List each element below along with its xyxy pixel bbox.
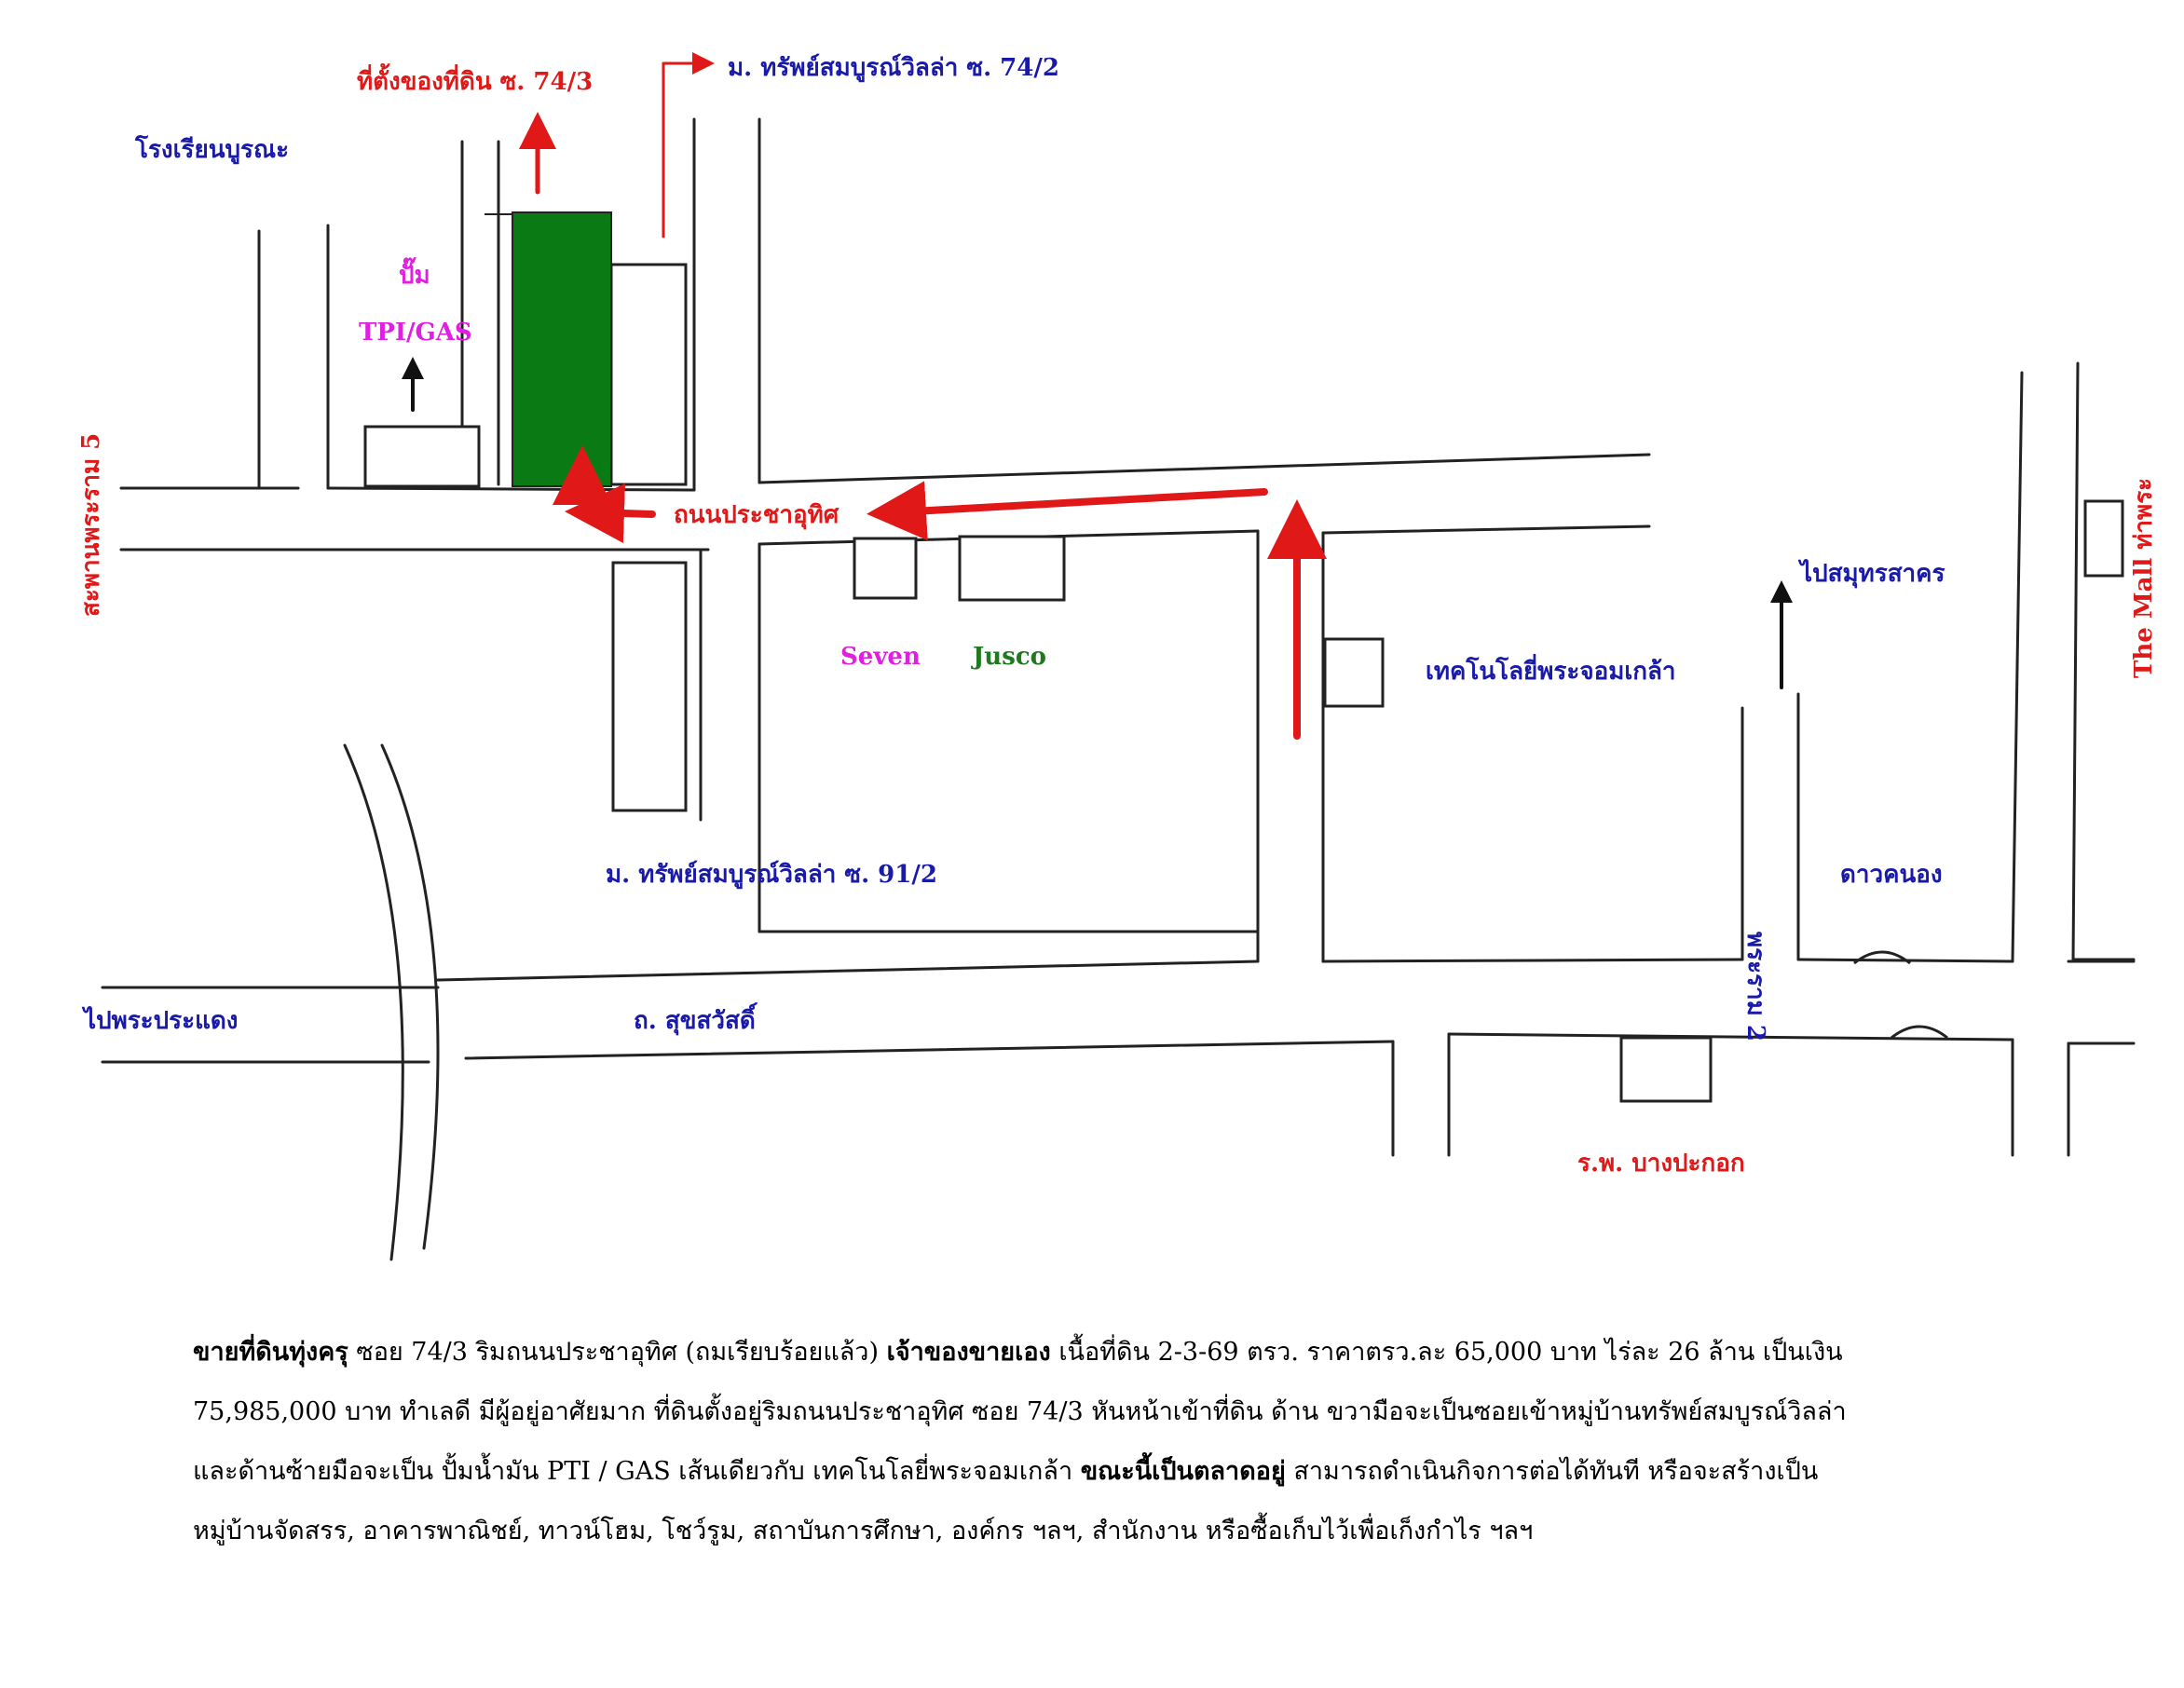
desc-owner-sells: เจ้าของขายเอง	[886, 1338, 1051, 1367]
land-plot	[512, 212, 611, 486]
road-edge	[2073, 363, 2078, 961]
desc-headline: ขายที่ดินทุ่งครุ	[193, 1338, 348, 1367]
desc-line-1	[193, 1323, 2010, 1382]
road-edge	[1449, 1034, 2013, 1040]
pump-building	[365, 427, 479, 486]
dao-khanong-label: ดาวคนอง	[1840, 861, 1943, 889]
road-lines	[102, 119, 2134, 1259]
road-bump	[1891, 1027, 1947, 1038]
pump-label: ปั๊ม	[399, 262, 430, 290]
road-pracha-uthit-label: ถนนประชาอุทิศ	[674, 501, 839, 529]
sale-description	[193, 1323, 2010, 1561]
desc-text: สามารถดำเนินกิจการต่อได้ทันที หรือจะสร้างเป็น	[1285, 1457, 1819, 1486]
kmutt-building	[1325, 639, 1383, 706]
desc-line-3	[193, 1442, 2010, 1502]
bridge-curve	[345, 745, 403, 1259]
seven-label: Seven	[840, 643, 921, 671]
bang-pakok-hospital-label: ร.พ. บางปะกอก	[1577, 1150, 1745, 1178]
village-912-label: ม. ทรัพย์สมบูรณ์วิลล่า ซ. 91/2	[606, 861, 937, 889]
rama2-label: พระราม 2	[1741, 932, 1769, 1041]
village-742-label: ม. ทรัพย์สมบูรณ์วิลล่า ซ. 74/2	[728, 54, 1059, 82]
bridge-curve	[382, 745, 438, 1248]
hospital-building	[1621, 1038, 1711, 1101]
seven-building	[854, 538, 916, 598]
arrow-road-left-2	[594, 512, 652, 514]
jusco-label: Jusco	[973, 643, 1047, 671]
desc-text: และด้านซ้ายมือจะเป็น ปั้มน้ำมัน PTI / GAS เส้นเดียวกับ เทคโนโลยี่พระจอมเกล้า	[193, 1457, 1081, 1486]
desc-text: ซอย 74/3 ริมถนนประชาอุทิศ (ถมเรียบร้อยแล้ว)	[348, 1338, 887, 1367]
kmutt-label: เทคโนโลยี่พระจอมเกล้า	[1426, 658, 1676, 686]
road-edge	[466, 1041, 1393, 1058]
road-edge	[2013, 373, 2022, 961]
road-edge	[1323, 960, 1742, 961]
the-mall-label: The Mall ท่าพระ	[2130, 477, 2158, 678]
road-edge	[438, 961, 1258, 980]
village-912-building	[613, 563, 686, 810]
arrow-road-left	[896, 492, 1264, 512]
road-edge	[759, 455, 1649, 483]
school-label: โรงเรียนบูรณะ	[135, 136, 290, 164]
desc-market-now: ขณะนี้เป็นตลาดอยู่	[1080, 1457, 1286, 1486]
village-742-building	[611, 265, 686, 484]
land-location-label: ที่ตั้งของที่ดิน ซ. 74/3	[357, 68, 594, 96]
desc-line-4: หมู่บ้านจัดสรร, อาคารพาณิชย์, ทาวน์โฮม, โชว์รูม, สถาบันการศึกษา, องค์กร ฯลฯ, สำนักงาน หรือซื้อเก็บไว้เพื่อเก็งกำไร ฯลฯ	[193, 1517, 1534, 1545]
to-samut-sakhon-label: ไปสมุทรสาคร	[1800, 560, 1945, 588]
suksawat-road-label: ถ. สุขสวัสดิ์	[634, 1007, 756, 1035]
bridge-rama5-label: สะพานพระราม 5	[77, 432, 105, 617]
desc-text: เนื้อที่ดิน 2-3-69 ตรว. ราคาตรว.ละ 65,000 บาท ไร่ละ 26 ล้าน เป็นเงิน	[1050, 1338, 1843, 1367]
desc-line-2: 75,985,000 บาท ทำเลดี มีผู้อยู่อาศัยมาก ที่ดินตั้งอยู่ริมถนนประชาอุทิศ ซอย 74/3 หันหน้าเข้าที่ดิน ด้าน ขวามือจะเป็นซอยเข้าหมู่บ้านทรัพย์สมบูรณ์วิลล่า	[193, 1397, 1847, 1426]
tpi-gas-label: TPI/GAS	[359, 319, 472, 347]
jusco-building	[960, 537, 1064, 600]
road-edge	[1323, 526, 1649, 533]
to-phra-pradaeng-label: ไปพระประแดง	[84, 1007, 239, 1035]
the-mall-building	[2085, 501, 2123, 576]
road-edge	[328, 488, 694, 490]
